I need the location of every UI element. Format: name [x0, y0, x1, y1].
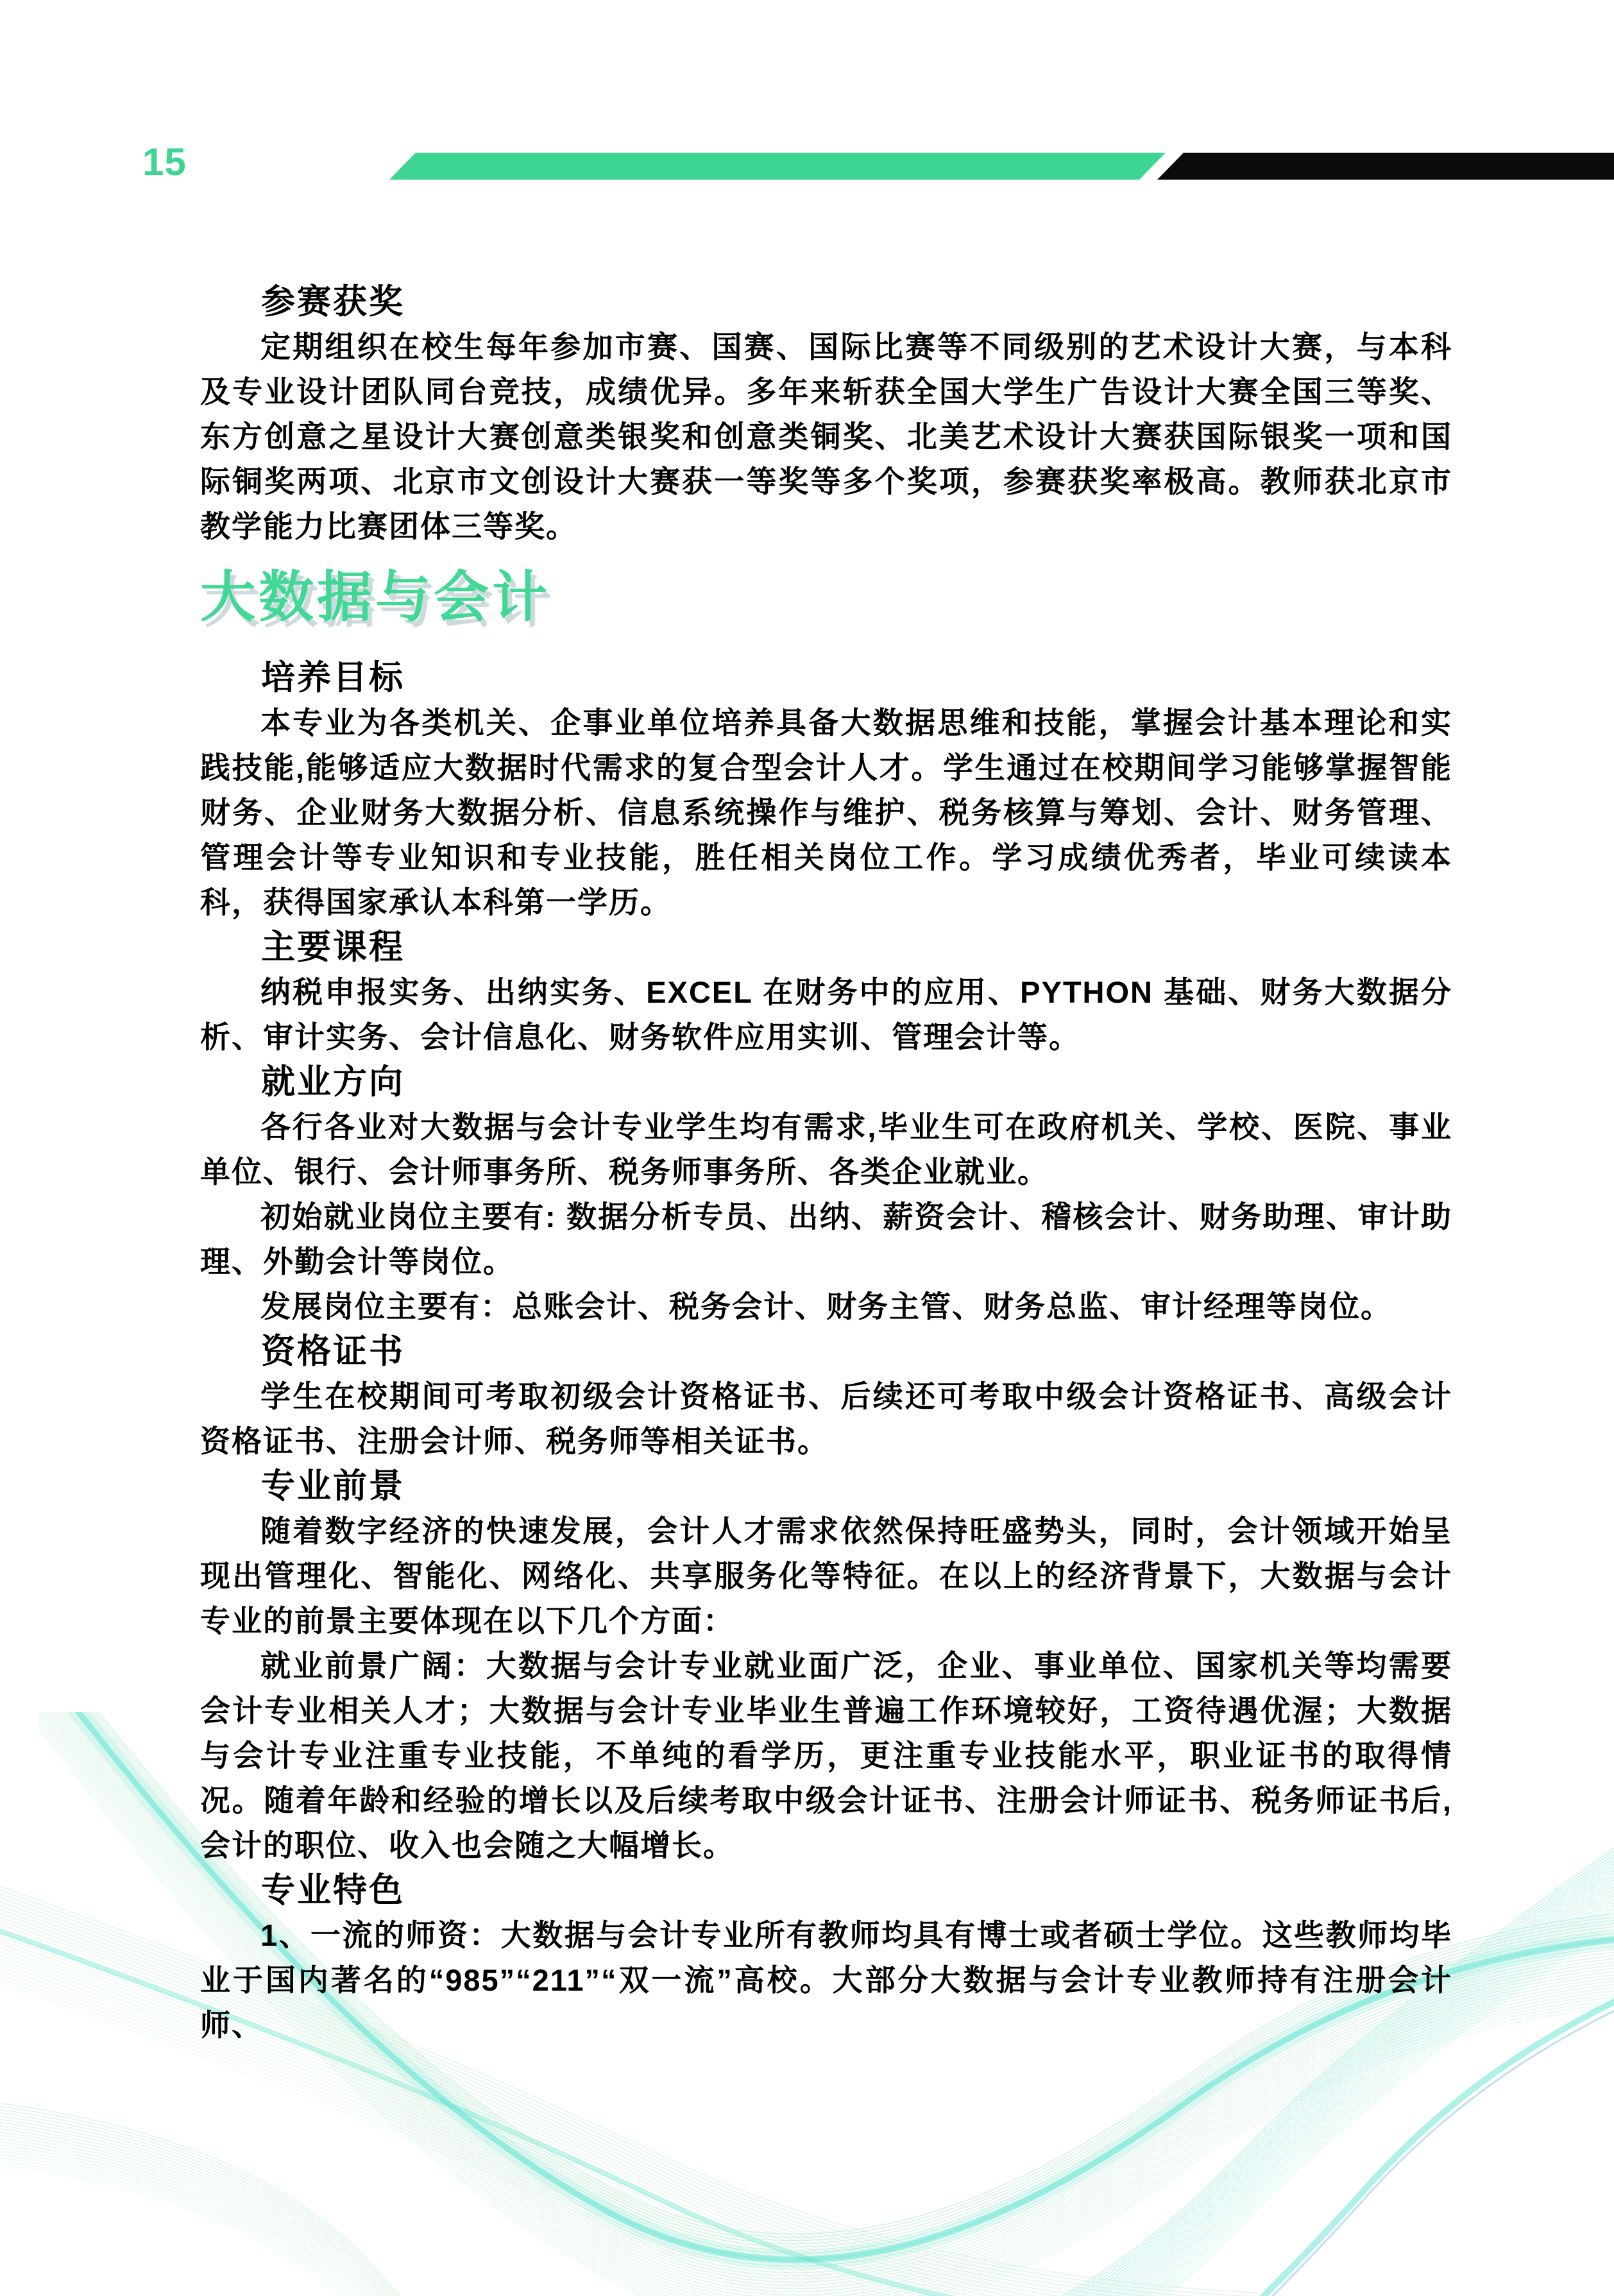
- major-title: 大数据与会计: [200, 566, 550, 628]
- paragraph-features-faculty: 1、一流的师资：大数据与会计专业所有教师均具有博士或者硕士学位。这些教师均毕业于国内著名的“985”“211”“双一流”高校。大部分大数据与会计专业教师持有注册会计师、: [200, 1918, 1452, 2042]
- section-heading-courses: 主要课程: [261, 928, 405, 966]
- section-heading-objectives: 培养目标: [261, 659, 405, 697]
- page-content: [200, 280, 1452, 2048]
- section-heading-prospects: 专业前景: [261, 1467, 405, 1505]
- section-heading-certificates: 资格证书: [261, 1332, 405, 1370]
- paragraph-objectives: 本专业为各类机关、企事业单位培养具备大数据思维和技能，掌握会计基本理论和实践技能,能够适应大数据时代需求的复合型会计人才。学生通过在校期间学习能够掌握智能财务、企业财务大数据分析、信息系统操作与维护、税务核算与筹划、会计、财务管理、管理会计等专业知识和专业技能，胜任相关岗位工作。学习成绩优秀者，毕业可续读本科，获得国家承认本科第一学历。: [200, 706, 1452, 919]
- header-bar-black: [1157, 153, 1614, 180]
- section-heading-employment: 就业方向: [261, 1063, 405, 1101]
- wave-bundle-corner: [0, 2097, 419, 2296]
- page-number: 15: [142, 140, 187, 183]
- paragraph-awards: 定期组织在校生每年参加市赛、国赛、国际比赛等不同级别的艺术设计大赛，与本科及专业设计团队同台竞技，成绩优异。多年来斩获全国大学生广告设计大赛全国三等奖、东方创意之星设计大赛创意类银奖和创意类铜奖、北美艺术设计大赛获国际银奖一项和国际铜奖两项、北京市文创设计大赛获一等奖等多个奖项，参赛获奖率极高。教师获北京市教学能力比赛团体三等奖。: [200, 330, 1452, 543]
- paragraph-employment-initial-posts: 初始就业岗位主要有: 数据分析专员、出纳、薪资会计、稽核会计、财务助理、审计助理、外勤会计等岗位。: [200, 1200, 1452, 1279]
- section-heading-features: 专业特色: [261, 1871, 405, 1909]
- paragraph-employment-growth-posts: 发展岗位主要有：总账会计、税务会计、财务主管、财务总监、审计经理等岗位。: [260, 1289, 1392, 1323]
- paragraph-courses: 纳税申报实务、出纳实务、EXCEL 在财务中的应用、PYTHON 基础、财务大数据分析、审计实务、会计信息化、财务软件应用实训、管理会计等。: [200, 975, 1452, 1054]
- paragraph-prospects-overview: 随着数字经济的快速发展，会计人才需求依然保持旺盛势头，同时，会计领域开始呈现出管理化、智能化、网络化、共享服务化等特征。在以上的经济背景下，大数据与会计专业的前景主要体现在以下几个方面：: [200, 1514, 1452, 1638]
- header-bar-green: [389, 153, 1166, 180]
- paragraph-prospects-detail: 就业前景广阔：大数据与会计专业就业面广泛，企业、事业单位、国家机关等均需要会计专业相关人才；大数据与会计专业毕业生普遍工作环境较好，工资待遇优渥；大数据与会计专业注重专业技能，不单纯的看学历，更注重专业技能水平，职业证书的取得情况。随着年龄和经验的增长以及后续考取中级会计证书、注册会计师证书、税务师证书后,会计的职位、收入也会随之大幅增长。: [200, 1649, 1452, 1862]
- paragraph-employment-demand: 各行各业对大数据与会计专业学生均有需求,毕业生可在政府机关、学校、医院、事业单位、银行、会计师事务所、税务师事务所、各类企业就业。: [200, 1110, 1452, 1189]
- section-heading-awards: 参赛获奖: [261, 283, 405, 321]
- paragraph-certificates: 学生在校期间可考取初级会计资格证书、后续还可考取中级会计资格证书、高级会计资格证书、注册会计师、税务师等相关证书。: [200, 1379, 1452, 1458]
- header-decoration: [0, 153, 1614, 181]
